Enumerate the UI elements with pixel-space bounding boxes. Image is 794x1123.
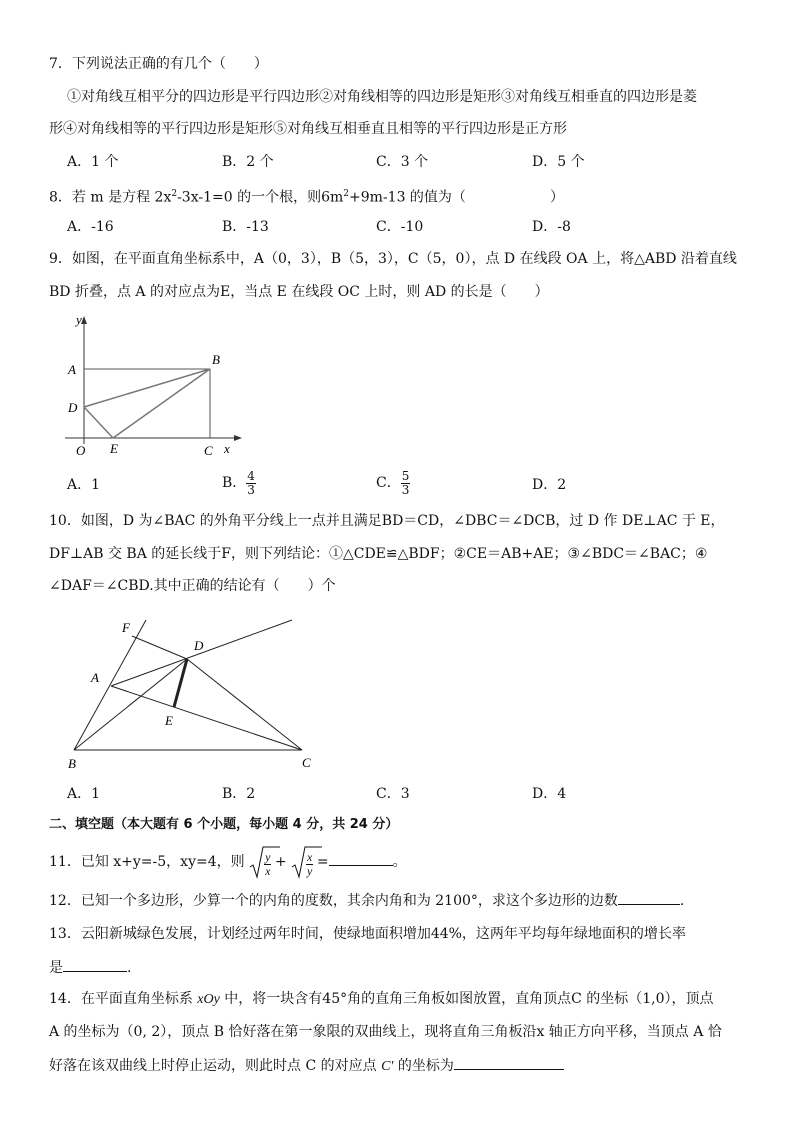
q8-stem-part-d: ） — [549, 189, 564, 206]
q9-option-b-prefix: B． — [222, 475, 247, 491]
q11-fraction-1 — [264, 851, 271, 878]
q9-option-b-denominator: 3 — [247, 482, 255, 497]
q11-prefix: 11．已知 x+y=-5，xy=4，则 — [49, 854, 245, 870]
q14-text-d: 的坐标为 — [397, 1058, 454, 1074]
q10-figure — [60, 610, 330, 775]
q8-option-c: C．-10 — [376, 219, 424, 235]
q9-segment-db — [84, 369, 210, 407]
q10-label-f: F — [122, 620, 130, 635]
q10-label-c: C — [302, 755, 311, 770]
q14-text-b: 中，将一块含有45°角的直角三角板如图放置，直角顶点C 的坐标（1,0），顶点 — [224, 991, 714, 1007]
q10-label-b: B — [68, 756, 76, 771]
q11-plus: + — [274, 854, 287, 870]
q8-exponent-1: 2 — [171, 189, 178, 199]
q9-label-d: D — [68, 400, 78, 415]
q8-stem-part-a: 8．若 m 是方程 2x — [49, 189, 172, 206]
q9-label-y: y — [76, 312, 82, 327]
q7-option-d: D．5 个 — [532, 154, 585, 170]
q9-option-c-numerator: 5 — [401, 468, 410, 483]
q8-option-d: D．-8 — [532, 219, 571, 235]
q10-stem-line3: ∠DAF＝∠CBD.其中正确的结论有（ ）个 — [49, 578, 336, 594]
q9-option-c — [376, 466, 410, 500]
q7-statement-line1: ①对角线互相平分的四边形是平行四边形②对角线相等的四边形是矩形③对角线互相垂直的四边形是菱 — [67, 89, 697, 105]
q11-equals: = — [316, 854, 329, 870]
q9-label-c: C — [204, 443, 213, 458]
q7-statement-line2: 形④对角线相等的平行四边形是矩形⑤对角线互相垂直且相等的平行四边形是正方形 — [49, 121, 567, 137]
q13-stem-line1: 13．云阳新城绿色发展，计划经过两年时间，使绿地面积增加44%，这两年平均每年绿地面积的增长率 — [49, 926, 686, 942]
q10-line-df — [132, 636, 187, 659]
q8-option-a: A．-16 — [67, 219, 114, 235]
q11-fraction-1-numerator: y — [265, 849, 271, 864]
q9-y-arrow — [81, 316, 87, 324]
q7-stem: 7．下列说法正确的有几个（ ） — [49, 56, 268, 72]
q8-option-b: B．-13 — [222, 219, 269, 235]
q11-fraction-2-denominator: y — [307, 863, 313, 878]
q9-option-c-denominator: 3 — [401, 482, 410, 497]
q8-stem — [49, 184, 564, 208]
q8-stem-part-c: +9m-13 的值为（ — [349, 189, 466, 206]
q7-option-a: A．1 个 — [67, 154, 119, 170]
q10-option-d: D．4 — [532, 786, 567, 802]
q14-stem-line1 — [49, 989, 714, 1010]
q12-text: 12．已知一个多边形，少算一个的内角的度数，其余内角和为 2100°，求这个多边形的边数 — [49, 893, 618, 909]
q9-stem-line1: 9．如图，在平面直角坐标系中，A（0，3），B（5，3），C（5，0），点 D 在线段 OA 上，将△ABD 沿着直线 — [49, 251, 737, 267]
q10-label-e: E — [165, 713, 173, 728]
q13-answer-blank[interactable] — [63, 957, 127, 972]
q9-option-d: D．2 — [532, 477, 567, 493]
q10-line-external-bisector — [111, 620, 292, 686]
q9-label-b: B — [212, 352, 220, 367]
q14-stem-line3 — [49, 1055, 564, 1077]
q10-option-c: C．3 — [376, 786, 410, 802]
q9-option-c-fraction — [401, 470, 411, 497]
q11-end-mark: 。 — [392, 854, 407, 870]
q12-end-mark: . — [679, 893, 685, 909]
q14-stem-line2: A 的坐标为（0, 2），顶点 B 恰好落在第一象限的双曲线上，现将直角三角板沿x 轴正方向平移，当顶点 A 恰 — [49, 1024, 722, 1040]
q11-stem — [49, 844, 407, 880]
q9-option-b — [222, 466, 256, 500]
q11-fraction-2-numerator: x — [307, 849, 313, 864]
q11-fraction-1-denominator: x — [265, 863, 271, 878]
q9-x-arrow — [234, 435, 242, 441]
q13-text: 是 — [49, 960, 63, 976]
q9-label-e: E — [110, 441, 118, 456]
q14-text-a: 14．在平面直角坐标系 — [49, 991, 193, 1007]
q13-stem-line2 — [49, 957, 131, 978]
q10-label-a: A — [91, 670, 99, 685]
q7-option-c: C．3 个 — [376, 154, 429, 170]
q14-xoy: xOy — [197, 992, 220, 1007]
q9-label-x: x — [224, 441, 230, 456]
q10-option-b: B．2 — [222, 786, 256, 802]
q10-label-d: D — [194, 638, 204, 653]
q9-stem-line2: BD 折叠，点 A 的对应点为E，当点 E 在线段 OC 上时，则 AD 的长是（ ） — [49, 284, 549, 300]
q12-answer-blank[interactable] — [618, 890, 680, 905]
q10-option-a: A．1 — [67, 786, 101, 802]
q9-figure — [60, 310, 260, 460]
q10-line-dc — [187, 659, 302, 750]
q13-end-mark: . — [127, 960, 132, 976]
q9-option-b-fraction — [246, 470, 256, 497]
q11-fraction-2 — [306, 851, 313, 878]
q9-label-a: A — [68, 362, 76, 377]
q11-radical-2 — [291, 845, 313, 879]
q10-line-de — [174, 659, 187, 707]
section2-heading: 二、填空题（本大题有 6 个小题，每小题 4 分，共 24 分） — [49, 817, 399, 832]
q7-option-b: B．2 个 — [222, 154, 274, 170]
q9-segment-eb — [113, 369, 210, 438]
q10-line-ac — [111, 686, 302, 750]
q14-answer-blank[interactable] — [454, 1055, 564, 1070]
q9-option-c-prefix: C． — [376, 475, 401, 491]
q12-stem — [49, 890, 684, 911]
q9-option-a: A．1 — [67, 477, 101, 493]
q14-c-prime: C' — [381, 1059, 394, 1074]
q11-answer-blank[interactable] — [329, 851, 393, 866]
q11-radical-1 — [249, 845, 271, 879]
q9-option-b-numerator: 4 — [247, 468, 255, 483]
q10-line-bf — [74, 620, 146, 750]
q9-segment-de — [84, 407, 113, 438]
q10-stem-line1: 10．如图，D 为∠BAC 的外角平分线上一点并且满足BD＝CD，∠DBC＝∠DCB，过 D 作 DE⊥AC 于 E， — [49, 513, 725, 529]
q8-exponent-2: 2 — [343, 189, 350, 199]
q14-text-c: 好落在该双曲线上时停止运动，则此时点 C 的对应点 — [49, 1058, 377, 1074]
q9-label-o: O — [76, 443, 86, 458]
q10-stem-line2: DF⊥AB 交 BA 的延长线于F，则下列结论：①△CDE≌△BDF；②CE＝AB+AE；③∠BDC＝∠BAC；④ — [49, 546, 708, 562]
q8-stem-part-b: -3x-1=0 的一个根，则6m — [177, 189, 344, 206]
